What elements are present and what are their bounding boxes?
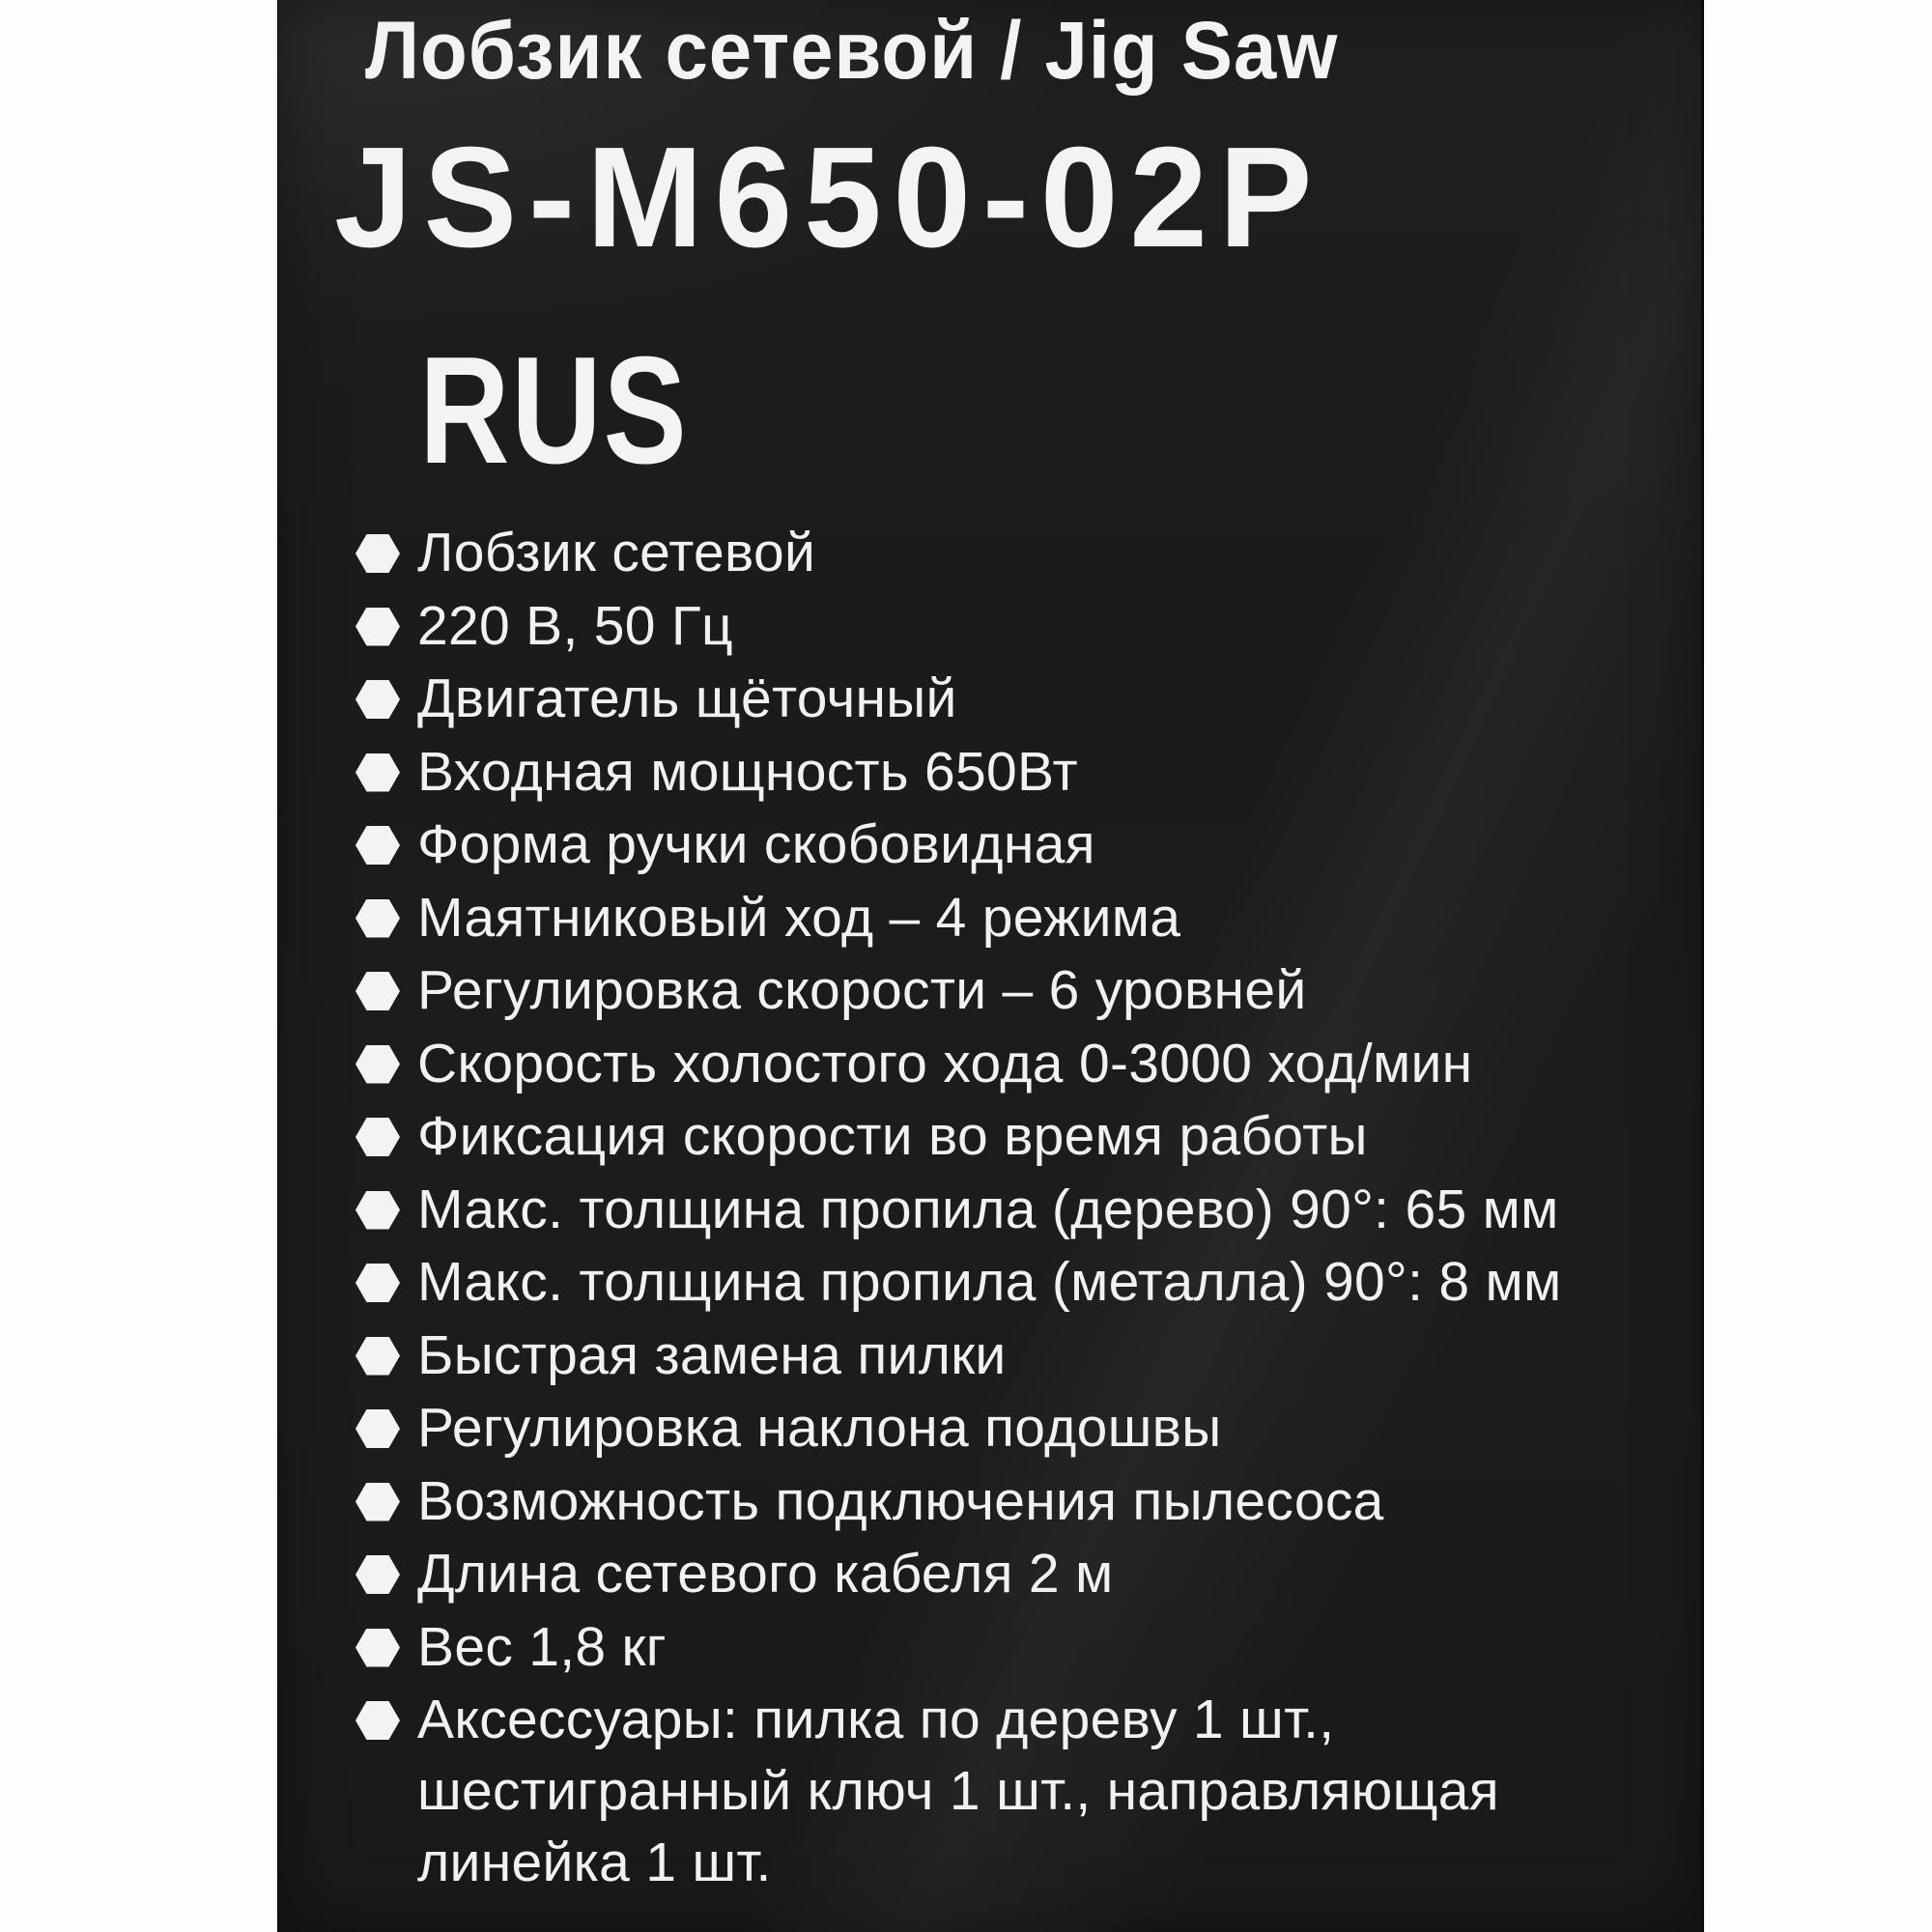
spec-item-label: Скорость холостого хода 0-3000 ход/мин [417, 1032, 1473, 1094]
hexagon-bullet-icon [355, 972, 400, 1010]
spec-item [355, 1320, 1669, 1393]
hexagon-bullet-icon [355, 899, 400, 938]
hexagon-bullet-icon [355, 534, 400, 573]
spec-item-label: Аксессуары: пилка по дереву 1 шт., шестигранный ключ 1 шт., направляющая линейка 1 шт. [417, 1689, 1499, 1893]
spec-item [355, 1465, 1669, 1539]
hexagon-bullet-icon [355, 1701, 400, 1740]
spec-item [355, 1028, 1669, 1101]
product-title: Лобзик сетевой / Jig Saw [365, 5, 1339, 96]
spec-item [355, 1611, 1669, 1685]
spec-item [355, 736, 1669, 810]
hexagon-bullet-icon [355, 826, 400, 865]
spec-item-label: Фиксация скорости во время работы [417, 1105, 1368, 1167]
spec-item-label: 220 В, 50 Гц [417, 594, 733, 657]
spec-item-label: Длина сетевого кабеля 2 м [417, 1543, 1114, 1605]
spec-item-label: Двигатель щёточный [417, 668, 957, 729]
spec-item-label: Лобзик сетевой [417, 522, 816, 583]
spec-item-label: Форма ручки скобовидная [417, 813, 1095, 875]
spec-item-label: Быстрая замена пилки [417, 1323, 1007, 1386]
spec-item-label: Регулировка скорости – 6 уровней [417, 959, 1307, 1021]
hexagon-bullet-icon [355, 680, 400, 719]
hexagon-bullet-icon [355, 1118, 400, 1156]
label-panel [277, 0, 1704, 1932]
hexagon-bullet-icon [355, 1045, 400, 1084]
hexagon-bullet-icon [355, 1629, 400, 1667]
spec-item [355, 517, 1669, 590]
spec-item-label: Маятниковый ход – 4 режима [417, 886, 1181, 949]
hexagon-bullet-icon [355, 608, 400, 646]
spec-item [355, 1538, 1669, 1611]
spec-item-label: Входная мощность 650Вт [417, 740, 1078, 803]
spec-item [355, 590, 1669, 664]
spec-item-label: Вес 1,8 кг [417, 1615, 667, 1678]
spec-item [355, 882, 1669, 955]
spec-item-label: Макс. толщина пропила (дерево) 90°: 65 мм [417, 1178, 1559, 1240]
spec-item-label: Регулировка наклона подошвы [417, 1397, 1222, 1459]
spec-item [355, 1684, 1669, 1898]
model-number: JS-M650-02P [334, 118, 1324, 277]
hexagon-bullet-icon [355, 1483, 400, 1521]
spec-item [355, 663, 1669, 736]
spec-item-label: Возможность подключения пылесоса [417, 1469, 1384, 1532]
spec-list [355, 517, 1669, 1898]
spec-item [355, 954, 1669, 1028]
spec-item [355, 1100, 1669, 1174]
spec-item [355, 1174, 1669, 1247]
spec-item [355, 1392, 1669, 1465]
hexagon-bullet-icon [355, 1409, 400, 1448]
language-heading: RUS [419, 326, 689, 496]
hexagon-bullet-icon [355, 1264, 400, 1302]
spec-item [355, 809, 1669, 882]
hexagon-bullet-icon [355, 1337, 400, 1376]
hexagon-bullet-icon [355, 1555, 400, 1594]
hexagon-bullet-icon [355, 753, 400, 792]
spec-item [355, 1246, 1669, 1320]
spec-item-label: Макс. толщина пропила (металла) 90°: 8 мм [417, 1251, 1562, 1313]
hexagon-bullet-icon [355, 1191, 400, 1230]
